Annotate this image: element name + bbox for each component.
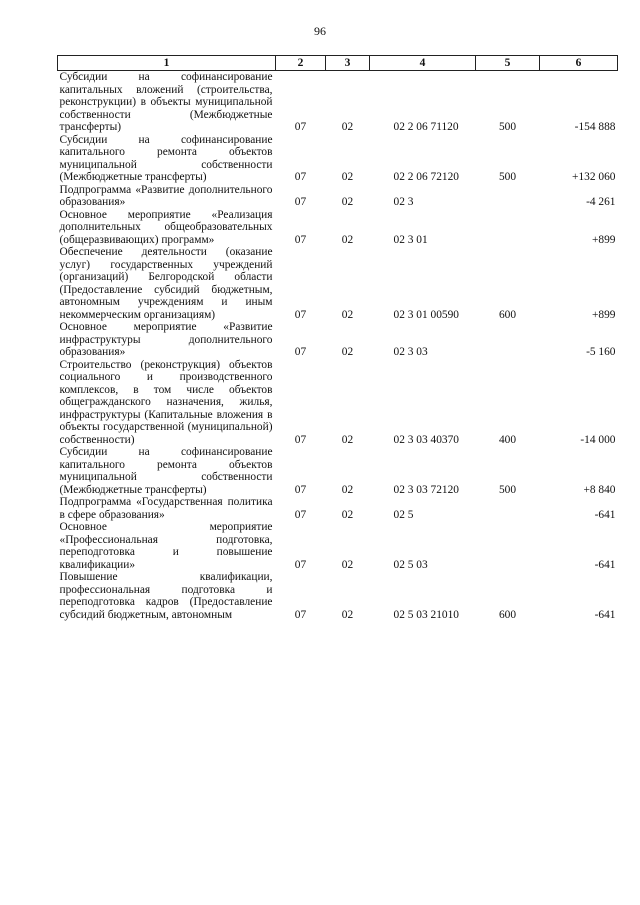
- header-col-5: 5: [476, 56, 540, 71]
- row-section: 07: [294, 308, 307, 321]
- table-row: [58, 134, 618, 184]
- row-amount: -4 261: [586, 196, 616, 208]
- table-row: [58, 496, 618, 521]
- row-subsection: 02: [341, 508, 354, 521]
- row-section: 07: [294, 171, 307, 183]
- row-target-code: 02 2 06 72120: [393, 171, 459, 183]
- row-section: 07: [294, 433, 307, 446]
- row-description: Подпрограмма «Развитие дополнительного образования»: [59, 183, 273, 208]
- row-amount: -14 000: [580, 433, 616, 446]
- row-target-code: 02 5 03 21010: [393, 608, 459, 621]
- row-section: 07: [294, 483, 307, 496]
- row-subsection: 02: [341, 121, 354, 133]
- table-row: [58, 321, 618, 359]
- table-row: [58, 246, 618, 321]
- row-section: 07: [294, 508, 307, 521]
- header-col-4: 4: [370, 56, 476, 71]
- row-section: 07: [294, 233, 307, 246]
- row-target-code: 02 5 03: [393, 558, 428, 571]
- row-expense-type: [476, 321, 540, 359]
- row-expense-type: 600: [498, 308, 517, 321]
- row-amount: +132 060: [572, 171, 616, 183]
- table-header-row: [58, 56, 618, 71]
- row-subsection: 02: [341, 308, 354, 321]
- row-description: Обеспечение деятельности (оказание услуг) государственных учреждений (организаций) Белгородской области (Предоставление субсидий бюджетным, автономным учреждениям и иным некоммерческим организациям): [59, 246, 273, 321]
- row-description: Повышение квалификации, профессиональная подготовка и переподготовка кадров (Предоставление субсидий бюджетным, автономным: [59, 571, 273, 621]
- row-description: Субсидии на софинансирование капитальных вложений (строительства, реконструкции) в объекты муниципальной собственности (Межбюджетные трансферты): [59, 71, 273, 133]
- row-section: 07: [294, 558, 307, 571]
- table-row: [58, 184, 618, 209]
- row-amount: +8 840: [583, 483, 616, 496]
- row-target-code: 02 3: [393, 196, 414, 208]
- row-expense-type: [476, 184, 540, 209]
- row-expense-type: [476, 521, 540, 571]
- table-row: [58, 359, 618, 447]
- row-description: Субсидии на софинансирование капитального ремонта объектов муниципальной собственности (Межбюджетные трансферты): [59, 446, 273, 496]
- header-col-1: 1: [58, 56, 276, 71]
- table-row: [58, 446, 618, 496]
- row-subsection: 02: [341, 483, 354, 496]
- row-amount: +899: [591, 233, 616, 246]
- row-amount: -5 160: [586, 346, 616, 358]
- row-description: Основное мероприятие «Реализация дополнительных общеобразовательных (общеразвивающих) программ»: [59, 208, 273, 246]
- row-expense-type: 400: [498, 433, 517, 446]
- row-amount: +899: [591, 308, 616, 321]
- row-subsection: 02: [341, 233, 354, 246]
- row-description: Подпрограмма «Государственная политика в сфере образования»: [59, 496, 273, 521]
- row-target-code: 02 3 03: [393, 346, 428, 358]
- row-target-code: 02 3 03 40370: [393, 433, 459, 446]
- table-row: [58, 209, 618, 247]
- row-expense-type: 600: [498, 608, 517, 621]
- row-expense-type: 500: [498, 483, 517, 496]
- header-col-2: 2: [276, 56, 326, 71]
- row-target-code: 02 3 03 72120: [393, 483, 459, 496]
- table-body: [58, 71, 618, 622]
- row-target-code: 02 5: [393, 508, 414, 521]
- table-row: [58, 71, 618, 134]
- row-expense-type: [476, 209, 540, 247]
- row-expense-type: [476, 496, 540, 521]
- row-section: 07: [294, 121, 307, 133]
- row-subsection: 02: [341, 608, 354, 621]
- row-target-code: 02 3 01 00590: [393, 308, 459, 321]
- row-expense-type: 500: [498, 121, 517, 133]
- row-section: 07: [294, 196, 307, 208]
- row-subsection: 02: [341, 433, 354, 446]
- row-section: 07: [294, 346, 307, 358]
- row-section: 07: [294, 608, 307, 621]
- row-amount: -641: [594, 608, 616, 621]
- row-target-code: 02 3 01: [393, 233, 428, 246]
- table-row: [58, 521, 618, 571]
- page-number: 96: [314, 24, 326, 38]
- row-subsection: 02: [341, 346, 354, 358]
- header-col-3: 3: [326, 56, 370, 71]
- row-description: Строительство (реконструкция) объектов социального и производственного комплексов, в том числе объектов общегражданского назначения, жилья, инфраструктуры (Капитальные вложения в объекты государственной (муниципальной) собственности): [59, 358, 273, 446]
- row-description: Основное мероприятие «Профессиональная подготовка, переподготовка и повышение квалификации»: [59, 521, 273, 571]
- row-expense-type: 500: [498, 171, 517, 183]
- row-amount: -641: [594, 558, 616, 571]
- row-amount: -154 888: [574, 121, 616, 133]
- budget-table: [57, 55, 618, 621]
- table-row: [58, 571, 618, 621]
- row-description: Основное мероприятие «Развитие инфраструктуры дополнительного образования»: [59, 321, 273, 358]
- row-subsection: 02: [341, 558, 354, 571]
- row-subsection: 02: [341, 171, 354, 183]
- row-subsection: 02: [341, 196, 354, 208]
- row-description: Субсидии на софинансирование капитального ремонта объектов муниципальной собственности (Межбюджетные трансферты): [59, 133, 273, 183]
- header-col-6: 6: [540, 56, 618, 71]
- row-target-code: 02 2 06 71120: [393, 121, 459, 133]
- row-amount: -641: [594, 508, 616, 521]
